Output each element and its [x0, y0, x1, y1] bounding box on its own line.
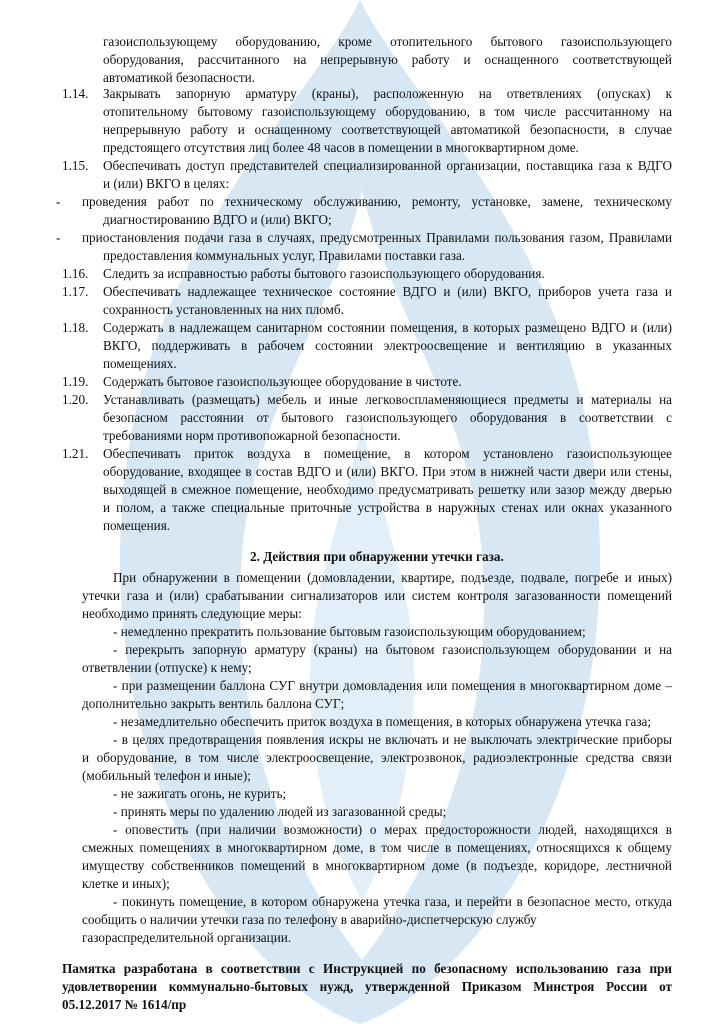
item-text-line: оборудование, входящее в состав ВДГО и (или) ВКГО. При этом в нижней части двери или стены, — [103, 464, 672, 479]
item-text-line: приостановления подачи газа в случаях, предусмотренных Правилами пользования газом, Правилами — [82, 230, 672, 245]
item-text-line: помещения. — [103, 518, 171, 533]
continuation-line: оборудования, рассчитанного на непрерывную работу и оснащенного соответствующей — [103, 52, 672, 67]
body-line: необходимо принять следующие меры: — [82, 606, 302, 621]
continuation-line: автоматикой безопасности. — [103, 70, 255, 85]
item-text-line: Устанавливать (размещать) мебель и иные легковоспламеняющиеся предметы и материалы на — [103, 392, 672, 407]
body-line: дополнительно закрыть вентиль баллона СУГ; — [82, 696, 345, 711]
item-number: 1.15. — [62, 158, 89, 173]
item-text-line: предстоящего отсутствия лиц более 48 часов в помещении в многоквартирном доме. — [103, 140, 579, 155]
item-text-line: Обеспечивать приток воздуха в помещение, в котором установлено газоиспользующее — [103, 446, 672, 461]
body-line: утечки газа и (или) срабатывании сигнализаторов или систем контроля загазованности помещений — [82, 588, 672, 603]
body-line: - в целях предотвращения появления искры не включать и не выключать электрические приборы — [113, 732, 672, 747]
body-line: - оповестить (при наличии возможности) о мерах предосторожности людей, находящихся в — [113, 822, 672, 837]
body-line: - покинуть помещение, в котором обнаружена утечка газа, и перейти в безопасное место, откуда — [113, 894, 672, 909]
item-text-line: проведения работ по техническому обслуживанию, ремонту, установке, замене, техническому — [82, 194, 672, 209]
item-text-line: диагностированию ВДГО и (или) ВКГО; — [103, 212, 332, 227]
body-line: ответвлении (отпуске) к нему; — [82, 660, 252, 675]
item-text-line: безопасном расстоянии от бытового газоиспользующего оборудования в соответствии с — [103, 410, 672, 425]
item-text-line: Закрывать запорную арматуру (краны), расположенную на ответвлениях (опусках) к — [103, 86, 672, 101]
item-text-line: требованиями норм противопожарной безопасности. — [103, 428, 401, 443]
list-dash: - — [56, 194, 61, 209]
body-line: газораспределительной организации. — [82, 930, 292, 945]
body-line: - при размещении баллона СУГ внутри домовладения или помещения в многоквартирном доме – — [113, 678, 672, 693]
item-number: 1.14. — [62, 86, 89, 101]
body-line: смежных помещениях в многоквартирном доме, в том числе в помещениях, относящихся к общему — [82, 840, 672, 855]
item-text-line: непрерывную работу и оснащенному соответствующей автоматикой безопасности, в случае — [103, 122, 672, 137]
item-text-line: сохранность установленных на них пломб. — [103, 302, 344, 317]
body-line: имуществу собственников помещений в многоквартирном доме (в подъезде, коридоре, лестничной — [82, 858, 672, 873]
list-dash: - — [56, 230, 61, 245]
item-text-line: отопительному бытовому газоиспользующему оборудованию, в том числе рассчитанному на — [103, 104, 672, 119]
body-line: клетке и иных); — [82, 876, 170, 891]
body-line: - принять меры по удалению людей из загазованной среды; — [113, 804, 447, 819]
item-text-line: и (или) ВКГО в целях: — [103, 176, 230, 191]
item-number: 1.16. — [62, 266, 89, 281]
body-line: - незамедлительно обеспечить приток воздуха в помещения, в которых обнаружена утечка газа; — [113, 714, 652, 729]
body-line: - перекрыть запорную арматуру (краны) на бытовом газоиспользующем оборудовании и на — [113, 642, 672, 657]
footer-note-line: 05.12.2017 № 1614/пр — [62, 997, 187, 1012]
item-text-line: ВКГО, поддерживать в рабочем состоянии электроосвещение и вентиляцию в указанных — [103, 338, 672, 353]
item-text-line: и полом, а также специальные приточные устройства в наружных стенах или окнах указанного — [103, 500, 672, 515]
body-line: - немедленно прекратить пользование бытовым газоиспользующим оборудованием; — [113, 624, 586, 639]
body-line: и оборудование, в том числе электроосвещение, электрозвонок, радиоэлектронные средства связи — [82, 750, 672, 765]
item-number: 1.17. — [62, 284, 89, 299]
item-text-line: Обеспечивать надлежащее техническое состояние ВДГО и (или) ВКГО, приборов учета газа и — [103, 284, 672, 299]
section-heading: 2. Действия при обнаружении утечки газа. — [250, 549, 504, 564]
body-line: сообщить о наличии утечки газа по телефону в аварийно-диспетчерскую службу — [82, 912, 537, 927]
item-text-line: Содержать бытовое газоиспользующее оборудование в чистоте. — [103, 374, 462, 389]
item-text-line: Содержать в надлежащем санитарном состоянии помещения, в которых размещено ВДГО и (или) — [103, 320, 672, 335]
footer-note-line: удовлетворении коммунально-бытовых нужд, утвержденной Приказом Минстроя России от — [62, 979, 672, 994]
item-number: 1.21. — [62, 446, 89, 461]
item-number: 1.18. — [62, 320, 89, 335]
continuation-line: газоиспользующему оборудованию, кроме отопительного бытового газоиспользующего — [103, 34, 672, 49]
body-line: При обнаружении в помещении (домовладении, квартире, подъезде, подвале, погребе и иных) — [113, 570, 672, 585]
item-text-line: Следить за исправностью работы бытового газоиспользующего оборудования. — [103, 266, 545, 281]
body-line: (мобильный телефон и иные); — [82, 768, 251, 783]
item-number: 1.19. — [62, 374, 89, 389]
body-line: - не зажигать огонь, не курить; — [113, 786, 287, 801]
item-text-line: выходящей в смежное помещение, необходимо предусматривать решетку или зазор между дверью — [103, 482, 672, 497]
item-number: 1.20. — [62, 392, 89, 407]
item-text-line: Обеспечивать доступ представителей специализированной организации, поставщика газа к ВДГО — [103, 158, 672, 173]
item-text-line: помещениях. — [103, 356, 177, 371]
footer-note-line: Памятка разработана в соответствии с Инструкцией по безопасному использованию газа при — [62, 961, 672, 976]
item-text-line: предоставления коммунальных услуг, Правилами поставки газа. — [103, 248, 466, 263]
